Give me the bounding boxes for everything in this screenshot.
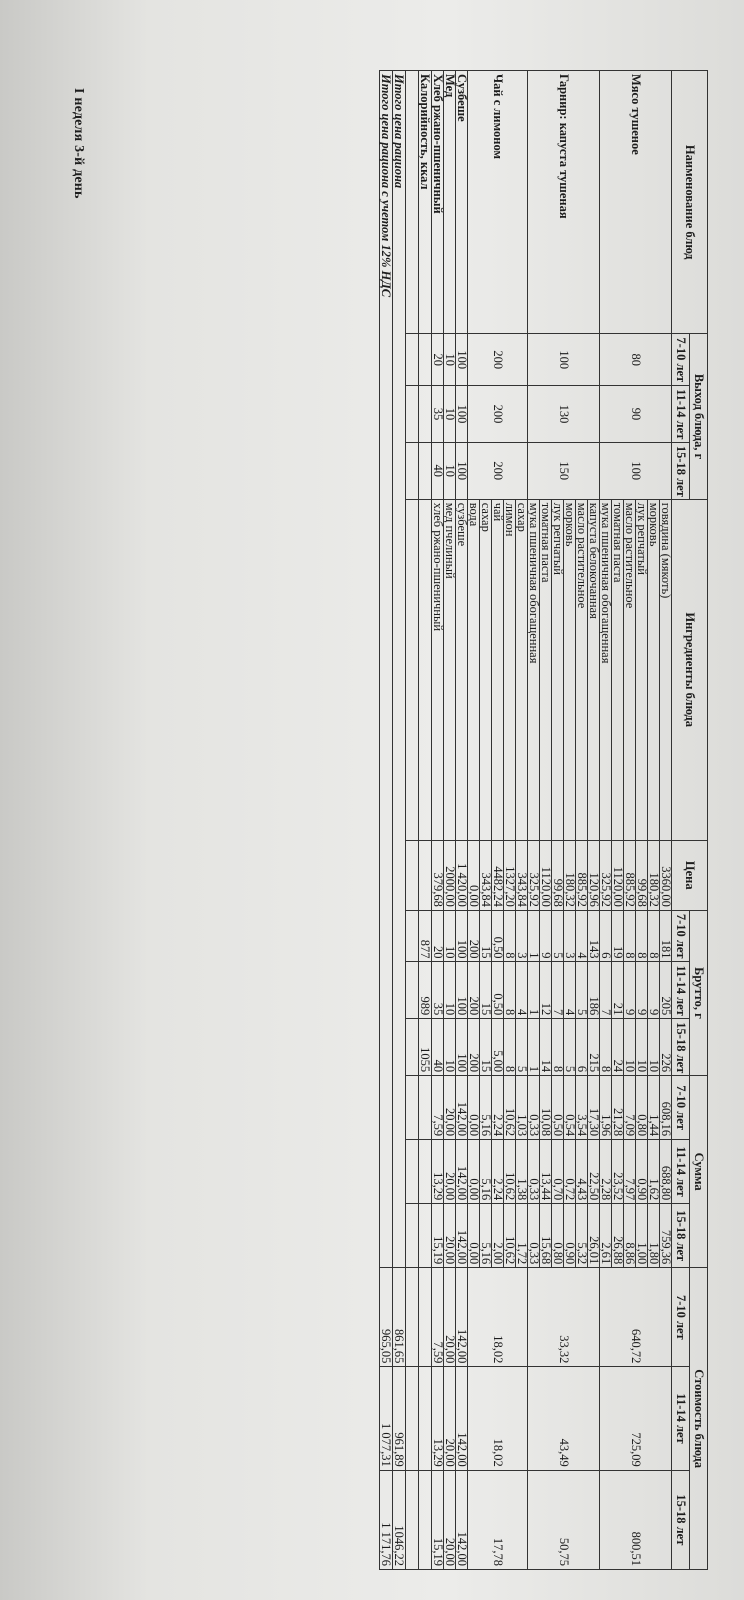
brutto-age3: 10 bbox=[636, 1019, 648, 1076]
ingredient-name: чай bbox=[492, 499, 504, 840]
calories-age2: 989 bbox=[419, 962, 432, 1019]
ingredient-price: 1327,20 bbox=[504, 840, 516, 910]
sum-age2: 1,62 bbox=[648, 1140, 660, 1204]
dish-cost-age3: 20,00 bbox=[444, 1470, 456, 1569]
sum-age2: 13,29 bbox=[432, 1140, 444, 1204]
ingredient-price: 1120,00 bbox=[540, 840, 552, 910]
brutto-age3: 15 bbox=[480, 1019, 492, 1076]
sum-age1: 0,00 bbox=[468, 1076, 480, 1140]
header-sum-age2: 11-14 лет bbox=[672, 1140, 690, 1204]
ingredient-name: вода bbox=[468, 499, 480, 840]
sum-age1: 1,96 bbox=[600, 1076, 612, 1140]
sum-age2: 0,33 bbox=[528, 1140, 540, 1204]
brutto-age1: 181 bbox=[660, 910, 672, 962]
sum-age3: 15,68 bbox=[540, 1204, 552, 1268]
total-vat-age3: 1 171,76 bbox=[380, 1470, 393, 1569]
header-output-age1: 7-10 лет bbox=[672, 334, 690, 386]
dish-name: Гарнир: капуста тушеная bbox=[528, 71, 600, 334]
ingredient-name: лук репчатый bbox=[552, 499, 564, 840]
ingredient-price: 0,00 bbox=[468, 840, 480, 910]
calories-age1: 877 bbox=[419, 910, 432, 962]
sum-age3: 142,00 bbox=[456, 1204, 468, 1268]
brutto-age3: 100 bbox=[456, 1019, 468, 1076]
brutto-age2: 15 bbox=[480, 962, 492, 1019]
sum-age2: 142,00 bbox=[456, 1140, 468, 1204]
sum-age1: 0,33 bbox=[528, 1076, 540, 1140]
sum-age1: 0,50 bbox=[552, 1076, 564, 1140]
total-label: Итого цена рациона bbox=[393, 71, 406, 1268]
ingredient-price: 180,32 bbox=[648, 840, 660, 910]
sum-age2: 7,97 bbox=[624, 1140, 636, 1204]
dish-output-age1: 20 bbox=[432, 334, 444, 386]
brutto-age2: 7 bbox=[552, 962, 564, 1019]
sum-age3: 759,36 bbox=[660, 1204, 672, 1268]
sum-age1: 608,16 bbox=[660, 1076, 672, 1140]
sum-age2: 0,72 bbox=[564, 1140, 576, 1204]
menu-table bbox=[379, 70, 708, 1570]
dish-output-age3: 10 bbox=[444, 442, 456, 499]
ingredient-name: сахар bbox=[516, 499, 528, 840]
brutto-age1: 8 bbox=[636, 910, 648, 962]
brutto-age1: 20 bbox=[432, 910, 444, 962]
header-cost-age2: 11-14 лет bbox=[672, 1367, 690, 1470]
brutto-age2: 4 bbox=[516, 962, 528, 1019]
ingredient-price: 120,96 bbox=[588, 840, 600, 910]
brutto-age1: 1 bbox=[528, 910, 540, 962]
sum-age2: 0,70 bbox=[552, 1140, 564, 1204]
brutto-age2: 4 bbox=[564, 962, 576, 1019]
sum-age2: 22,50 bbox=[588, 1140, 600, 1204]
ingredient-price: 379,68 bbox=[432, 840, 444, 910]
sum-age3: 10,62 bbox=[504, 1204, 516, 1268]
header-cost: Стоимость блюда bbox=[690, 1268, 708, 1570]
brutto-age2: 8 bbox=[504, 962, 516, 1019]
ingredient-name: сузбеше bbox=[456, 499, 468, 840]
ingredient-price: 3360,00 bbox=[660, 840, 672, 910]
brutto-age2: 5 bbox=[576, 962, 588, 1019]
brutto-age1: 4 bbox=[576, 910, 588, 962]
brutto-age1: 15 bbox=[480, 910, 492, 962]
blank-row bbox=[406, 71, 419, 1570]
brutto-age1: 100 bbox=[456, 910, 468, 962]
total-vat-age1: 965,05 bbox=[380, 1268, 393, 1367]
brutto-age2: 0,50 bbox=[492, 962, 504, 1019]
ingredient-name: говядина (мякоть) bbox=[660, 499, 672, 840]
dish-output-age2: 10 bbox=[444, 386, 456, 443]
header-ingredients: Ингредиенты блюда bbox=[672, 499, 708, 840]
brutto-age1: 10 bbox=[444, 910, 456, 962]
ingredient-row bbox=[432, 71, 444, 1570]
sum-age1: 1,44 bbox=[648, 1076, 660, 1140]
dish-cost-age2: 43,49 bbox=[528, 1367, 600, 1470]
sum-age3: 1,80 bbox=[648, 1204, 660, 1268]
header-cost-age1: 7-10 лет bbox=[672, 1268, 690, 1367]
header-output: Выход блюда, г bbox=[690, 334, 708, 499]
sum-age1: 0,54 bbox=[564, 1076, 576, 1140]
dish-output-age1: 200 bbox=[468, 334, 528, 386]
dish-output-age3: 200 bbox=[468, 442, 528, 499]
ingredient-row bbox=[588, 71, 600, 1570]
ingredient-name: томатная паста bbox=[612, 499, 624, 840]
calories-age3: 1055 bbox=[419, 1019, 432, 1076]
brutto-age1: 8 bbox=[504, 910, 516, 962]
ingredient-row bbox=[444, 71, 456, 1570]
ingredient-price: 343,84 bbox=[480, 840, 492, 910]
dish-cost-age3: 17,78 bbox=[468, 1470, 528, 1569]
dish-output-age1: 10 bbox=[444, 334, 456, 386]
brutto-age2: 10 bbox=[444, 962, 456, 1019]
sum-age1: 2,24 bbox=[492, 1076, 504, 1140]
sum-age3: 0,80 bbox=[552, 1204, 564, 1268]
header-sum: Сумма bbox=[690, 1076, 708, 1268]
dish-cost-age1: 142,00 bbox=[456, 1268, 468, 1367]
brutto-age2: 21 bbox=[612, 962, 624, 1019]
brutto-age1: 9 bbox=[540, 910, 552, 962]
dish-cost-age2: 725,09 bbox=[600, 1367, 672, 1470]
brutto-age3: 8 bbox=[600, 1019, 612, 1076]
ingredient-price: 325,92 bbox=[600, 840, 612, 910]
sum-age1: 7,59 bbox=[432, 1076, 444, 1140]
ingredient-price: 343,84 bbox=[516, 840, 528, 910]
ingredient-name: масло растительное bbox=[624, 499, 636, 840]
ingredient-name: мука пшеничная обогащенная bbox=[528, 499, 540, 840]
sum-age1: 10,62 bbox=[504, 1076, 516, 1140]
sum-age2: 688,80 bbox=[660, 1140, 672, 1204]
brutto-age1: 6 bbox=[600, 910, 612, 962]
header-output-age2: 11-14 лет bbox=[672, 386, 690, 443]
sum-age3: 0,90 bbox=[564, 1204, 576, 1268]
sum-age1: 17,30 bbox=[588, 1076, 600, 1140]
sum-age3: 8,86 bbox=[624, 1204, 636, 1268]
sum-age2: 0,00 bbox=[468, 1140, 480, 1204]
brutto-age2: 9 bbox=[624, 962, 636, 1019]
sum-age1: 5,16 bbox=[480, 1076, 492, 1140]
sum-age1: 20,00 bbox=[444, 1076, 456, 1140]
brutto-age1: 0,50 bbox=[492, 910, 504, 962]
sum-age3: 5,16 bbox=[480, 1204, 492, 1268]
sum-age2: 2,28 bbox=[600, 1140, 612, 1204]
sum-age3: 15,19 bbox=[432, 1204, 444, 1268]
brutto-age2: 200 bbox=[468, 962, 480, 1019]
ingredient-name: капуста белокочанная bbox=[588, 499, 600, 840]
header-brutto-age1: 7-10 лет bbox=[672, 910, 690, 962]
sum-age1: 10,08 bbox=[540, 1076, 552, 1140]
ingredient-row bbox=[660, 71, 672, 1570]
page-heading: I неделя 3-й день bbox=[71, 88, 86, 199]
dish-output-age3: 40 bbox=[432, 442, 444, 499]
brutto-age2: 9 bbox=[636, 962, 648, 1019]
sum-age2: 10,62 bbox=[504, 1140, 516, 1204]
total-age2: 961,89 bbox=[393, 1367, 406, 1470]
ingredient-name: лук репчатый bbox=[636, 499, 648, 840]
ingredient-price: 2000,00 bbox=[444, 840, 456, 910]
dish-cost-age2: 142,00 bbox=[456, 1367, 468, 1470]
ingredient-price: 325,92 bbox=[528, 840, 540, 910]
ingredient-name: лимон bbox=[504, 499, 516, 840]
dish-cost-age3: 15,19 bbox=[432, 1470, 444, 1569]
table-header bbox=[672, 71, 708, 1570]
ingredient-name: масло растительное bbox=[576, 499, 588, 840]
brutto-age2: 7 bbox=[600, 962, 612, 1019]
sum-age2: 20,00 bbox=[444, 1140, 456, 1204]
brutto-age3: 40 bbox=[432, 1019, 444, 1076]
brutto-age3: 10 bbox=[648, 1019, 660, 1076]
sum-age3: 0,33 bbox=[528, 1204, 540, 1268]
sum-age2: 0,90 bbox=[636, 1140, 648, 1204]
ingredient-row bbox=[516, 71, 528, 1570]
calories-row bbox=[419, 71, 432, 1570]
brutto-age2: 35 bbox=[432, 962, 444, 1019]
brutto-age1: 8 bbox=[648, 910, 660, 962]
header-dish: Наименование блюд bbox=[672, 71, 708, 334]
dish-cost-age1: 640,72 bbox=[600, 1268, 672, 1367]
dish-name: Мясо тушеное bbox=[600, 71, 672, 334]
sum-age1: 7,09 bbox=[624, 1076, 636, 1140]
sum-age1: 21,28 bbox=[612, 1076, 624, 1140]
brutto-age2: 1 bbox=[528, 962, 540, 1019]
brutto-age1: 5 bbox=[552, 910, 564, 962]
sum-age1: 3,54 bbox=[576, 1076, 588, 1140]
sum-age3: 2,61 bbox=[600, 1204, 612, 1268]
sum-age3: 5,32 bbox=[576, 1204, 588, 1268]
ingredient-price: 99,68 bbox=[552, 840, 564, 910]
header-cost-age3: 15-18 лет bbox=[672, 1470, 690, 1569]
brutto-age2: 9 bbox=[648, 962, 660, 1019]
brutto-age3: 14 bbox=[540, 1019, 552, 1076]
dish-name: Чай с лимоном bbox=[468, 71, 528, 334]
dish-output-age2: 200 bbox=[468, 386, 528, 443]
brutto-age1: 200 bbox=[468, 910, 480, 962]
dish-cost-age2: 13,29 bbox=[432, 1367, 444, 1470]
total-age3: 1046,22 bbox=[393, 1470, 406, 1569]
dish-output-age2: 100 bbox=[456, 386, 468, 443]
brutto-age2: 100 bbox=[456, 962, 468, 1019]
dish-name: Сузбеше bbox=[456, 71, 468, 334]
dish-output-age2: 35 bbox=[432, 386, 444, 443]
total-age1: 861,65 bbox=[393, 1268, 406, 1367]
sum-age2: 23,52 bbox=[612, 1140, 624, 1204]
ingredient-price: 885,92 bbox=[624, 840, 636, 910]
ingredient-price: 180,32 bbox=[564, 840, 576, 910]
sum-age2: 1,38 bbox=[516, 1140, 528, 1204]
sum-age2: 13,44 bbox=[540, 1140, 552, 1204]
brutto-age3: 6 bbox=[576, 1019, 588, 1076]
dish-cost-age2: 20,00 bbox=[444, 1367, 456, 1470]
ingredient-row bbox=[456, 71, 468, 1570]
sum-age3: 2,00 bbox=[492, 1204, 504, 1268]
ingredient-price: 99,68 bbox=[636, 840, 648, 910]
dish-cost-age1: 7,59 bbox=[432, 1268, 444, 1367]
sum-age3: 26,88 bbox=[612, 1204, 624, 1268]
sum-age2: 2,24 bbox=[492, 1140, 504, 1204]
total-vat-age2: 1 077,31 bbox=[380, 1367, 393, 1470]
brutto-age3: 200 bbox=[468, 1019, 480, 1076]
ingredient-price: 1120,00 bbox=[612, 840, 624, 910]
brutto-age3: 5,00 bbox=[492, 1019, 504, 1076]
dish-cost-age1: 18,02 bbox=[468, 1268, 528, 1367]
brutto-age3: 5 bbox=[516, 1019, 528, 1076]
brutto-age1: 19 bbox=[612, 910, 624, 962]
brutto-age1: 143 bbox=[588, 910, 600, 962]
total-vat-label: Итого цена рациона с учетом 12% НДС bbox=[380, 71, 393, 1268]
ingredient-name: томатная паста bbox=[540, 499, 552, 840]
calories-label: Калорийность, ккал bbox=[419, 71, 432, 334]
dish-name: Хлеб ржано-пшеничный bbox=[432, 71, 444, 334]
brutto-age3: 8 bbox=[504, 1019, 516, 1076]
brutto-age2: 186 bbox=[588, 962, 600, 1019]
sum-age1: 142,00 bbox=[456, 1076, 468, 1140]
dish-cost-age3: 800,51 bbox=[600, 1470, 672, 1569]
brutto-age2: 205 bbox=[660, 962, 672, 1019]
brutto-age1: 3 bbox=[516, 910, 528, 962]
total-vat-row bbox=[380, 71, 393, 1570]
dish-cost-age1: 20,00 bbox=[444, 1268, 456, 1367]
sum-age2: 4,43 bbox=[576, 1140, 588, 1204]
brutto-age3: 24 bbox=[612, 1019, 624, 1076]
dish-cost-age3: 50,75 bbox=[528, 1470, 600, 1569]
header-sum-age3: 15-18 лет bbox=[672, 1204, 690, 1268]
sum-age1: 1,03 bbox=[516, 1076, 528, 1140]
ingredient-name: мед пчелиный bbox=[444, 499, 456, 840]
sum-age3: 20,00 bbox=[444, 1204, 456, 1268]
dish-output-age3: 100 bbox=[456, 442, 468, 499]
brutto-age3: 1 bbox=[528, 1019, 540, 1076]
ingredient-name: сахар bbox=[480, 499, 492, 840]
dish-output-age3: 100 bbox=[600, 442, 672, 499]
header-brutto-age2: 11-14 лет bbox=[672, 962, 690, 1019]
dish-output-age1: 100 bbox=[456, 334, 468, 386]
sum-age3: 1,72 bbox=[516, 1204, 528, 1268]
dish-cost-age2: 18,02 bbox=[468, 1367, 528, 1470]
header-brutto: Брутто, г bbox=[690, 910, 708, 1075]
sum-age3: 0,00 bbox=[468, 1204, 480, 1268]
dish-output-age2: 90 bbox=[600, 386, 672, 443]
brutto-age3: 10 bbox=[444, 1019, 456, 1076]
sum-age2: 5,16 bbox=[480, 1140, 492, 1204]
ingredient-name: мука пшеничная обогащенная bbox=[600, 499, 612, 840]
brutto-age3: 226 bbox=[660, 1019, 672, 1076]
total-row bbox=[393, 71, 406, 1570]
ingredient-price: 885,92 bbox=[576, 840, 588, 910]
header-price: Цена bbox=[672, 840, 708, 910]
ingredient-name: хлеб ржано-пшеничный bbox=[432, 499, 444, 840]
header-sum-age1: 7-10 лет bbox=[672, 1076, 690, 1140]
brutto-age3: 10 bbox=[624, 1019, 636, 1076]
table-body bbox=[380, 71, 672, 1570]
brutto-age3: 8 bbox=[552, 1019, 564, 1076]
brutto-age3: 215 bbox=[588, 1019, 600, 1076]
ingredient-name: морковь bbox=[564, 499, 576, 840]
sum-age3: 1,00 bbox=[636, 1204, 648, 1268]
ingredient-price: 4482,24 bbox=[492, 840, 504, 910]
dish-output-age2: 130 bbox=[528, 386, 600, 443]
dish-output-age3: 150 bbox=[528, 442, 600, 499]
dish-cost-age1: 33,32 bbox=[528, 1268, 600, 1367]
dish-cost-age3: 142,00 bbox=[456, 1470, 468, 1569]
dish-output-age1: 100 bbox=[528, 334, 600, 386]
ingredient-price: 1 420,00 bbox=[456, 840, 468, 910]
brutto-age3: 5 bbox=[564, 1019, 576, 1076]
brutto-age2: 12 bbox=[540, 962, 552, 1019]
header-brutto-age3: 15-18 лет bbox=[672, 1019, 690, 1076]
brutto-age1: 8 bbox=[624, 910, 636, 962]
ingredient-name: морковь bbox=[648, 499, 660, 840]
dish-output-age1: 80 bbox=[600, 334, 672, 386]
sum-age3: 26,01 bbox=[588, 1204, 600, 1268]
brutto-age1: 3 bbox=[564, 910, 576, 962]
dish-name: Мед bbox=[444, 71, 456, 334]
sum-age1: 0,80 bbox=[636, 1076, 648, 1140]
header-output-age3: 15-18 лет bbox=[672, 442, 690, 499]
